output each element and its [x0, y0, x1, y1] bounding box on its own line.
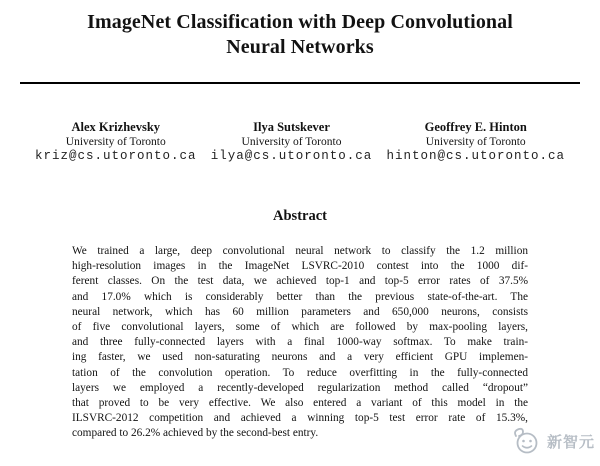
author-affiliation: University of Toronto	[425, 136, 526, 148]
paper-title-line2: Neural Networks	[226, 36, 374, 58]
author-affiliation: University of Toronto	[241, 136, 342, 148]
abstract-line: of five convolutional layers, some of which are followed by max-pooling layers,	[72, 321, 528, 334]
watermark	[510, 427, 595, 455]
author-email: ilya@cs.utoronto.ca	[210, 149, 373, 163]
abstract-line: compared to 26.2% achieved by the second-best entry.	[72, 427, 319, 440]
abstract-line: tation of the convolution operation. To reduce overfitting in the fully-connected	[72, 366, 528, 379]
paper-title-line1: ImageNet Classification with Deep Convolutional	[87, 11, 513, 33]
author-name: Geoffrey E. Hinton	[424, 120, 527, 134]
author-email: hinton@cs.utoronto.ca	[386, 149, 565, 163]
author-name: Alex Krizhevsky	[71, 120, 161, 134]
abstract-paragraph	[72, 244, 528, 442]
abstract-line: that proved to be very effective. We also entered a variant of this model in the	[72, 397, 528, 410]
title-divider-rule	[20, 82, 580, 84]
paper-title	[0, 0, 600, 60]
abstract-line: and three fully-connected layers with a final 1000-way softmax. To make train-	[72, 336, 528, 349]
author-column	[211, 120, 373, 164]
author-column	[386, 120, 565, 164]
abstract-line: neural network, which has 60 million parameters and 650,000 neurons, consists	[72, 305, 528, 318]
watermark-logo-icon	[510, 427, 544, 455]
author-email: kriz@cs.utoronto.ca	[35, 149, 197, 163]
abstract-line: high-resolution images in the ImageNet LSVRC-2010 contest into the 1000 dif-	[72, 260, 528, 273]
watermark-brand-text: 新智元	[546, 432, 595, 451]
author-block	[35, 120, 565, 164]
abstract-heading: Abstract	[273, 208, 327, 224]
abstract-line: ing faster, we used non-saturating neurons and a very efficient GPU implemen-	[72, 351, 528, 364]
author-affiliation: University of Toronto	[65, 136, 166, 148]
abstract-line: ferent classes. On the test data, we achieved top-1 and top-5 error rates of 37.5%	[72, 275, 528, 288]
abstract-line: ILSVRC-2012 competition and achieved a winning top-5 test error rate of 15.3%,	[72, 412, 528, 425]
abstract-line: layers we employed a recently-developed regularization method called “dropout”	[72, 381, 528, 394]
author-name: Ilya Sutskever	[253, 120, 330, 134]
abstract-line: and 17.0% which is considerably better than the previous state-of-the-art. The	[72, 290, 528, 303]
author-column	[35, 120, 197, 164]
abstract-line: We trained a large, deep convolutional neural network to classify the 1.2 million	[72, 245, 528, 257]
